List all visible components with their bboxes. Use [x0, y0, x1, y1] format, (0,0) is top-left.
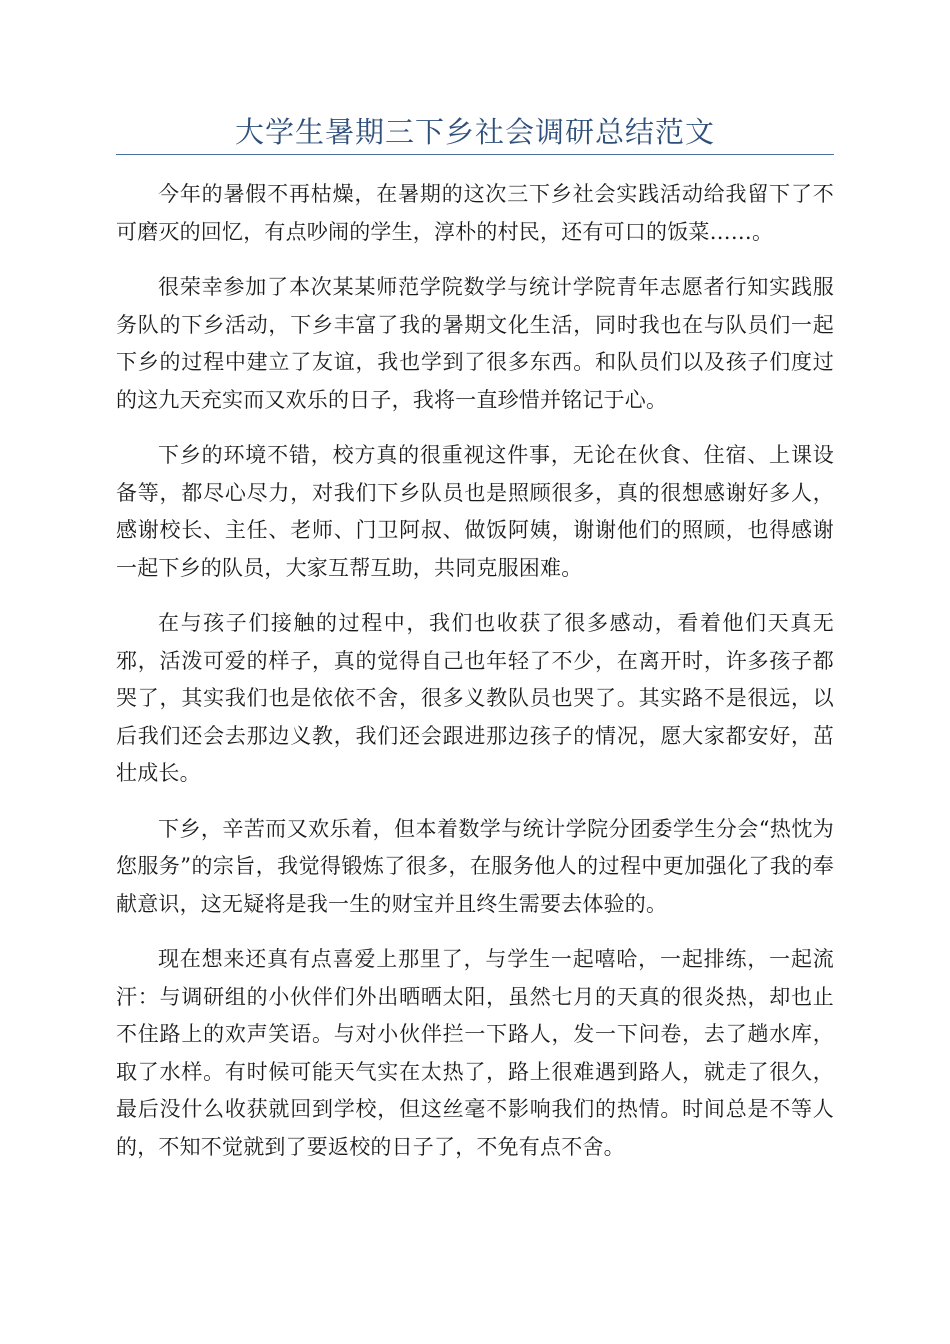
paragraph: 下乡的环境不错，校方真的很重视这件事，无论在伙食、住宿、上课设备等，都尽心尽力，对我们下乡队员也是照顾很多，真的很想感谢好多人，感谢校长、主任、老师、门卫阿叔、做饭阿姨，谢谢他们的照顾，也得感谢一起下乡的队员，大家互帮互助，共同克服困难。 [116, 443, 834, 580]
paragraph: 很荣幸参加了本次某某师范学院数学与统计学院青年志愿者行知实践服务队的下乡活动，下乡丰富了我的暑期文化生活，同时我也在与队员们一起下乡的过程中建立了友谊，我也学到了很多东西。和队员们以及孩子们度过的这九天充实而又欢乐的日子，我将一直珍惜并铭记于心。 [116, 275, 834, 412]
paragraph: 今年的暑假不再枯燥，在暑期的这次三下乡社会实践活动给我留下了不可磨灭的回忆，有点吵闹的学生，淳朴的村民，还有可口的饭菜……。 [116, 182, 834, 244]
document-body [116, 176, 834, 1184]
document-title: 大学生暑期三下乡社会调研总结范文 [234, 115, 715, 149]
paragraph: 下乡，辛苦而又欢乐着，但本着数学与统计学院分团委学生分会“热忱为您服务”的宗旨，我觉得锻炼了很多，在服务他人的过程中更加强化了我的奉献意识，这无疑将是我一生的财宝并且终生需要去体验的。 [116, 816, 834, 916]
paragraph: 在与孩子们接触的过程中，我们也收获了很多感动，看着他们天真无邪，活泼可爱的样子，真的觉得自己也年轻了不少，在离开时，许多孩子都哭了，其实我们也是依依不舍，很多义教队员也哭了。其实路不是很远，以后我们还会去那边义教，我们还会跟进那边孩子的情况，愿大家都安好，茁壮成长。 [116, 611, 834, 785]
paragraph: 现在想来还真有点喜爱上那里了，与学生一起嘻哈，一起排练，一起流汗：与调研组的小伙伴们外出晒晒太阳，虽然七月的天真的很炎热，却也止不住路上的欢声笑语。与对小伙伴拦一下路人，发一下问卷，去了趟水库，取了水样。有时候可能天气实在太热了，路上很难遇到路人，就走了很久，最后没什么收获就回到学校，但这丝毫不影响我们的热情。时间总是不等人的，不知不觉就到了要返校的日子了，不免有点不舍。 [116, 947, 834, 1159]
title-underline [116, 154, 834, 155]
